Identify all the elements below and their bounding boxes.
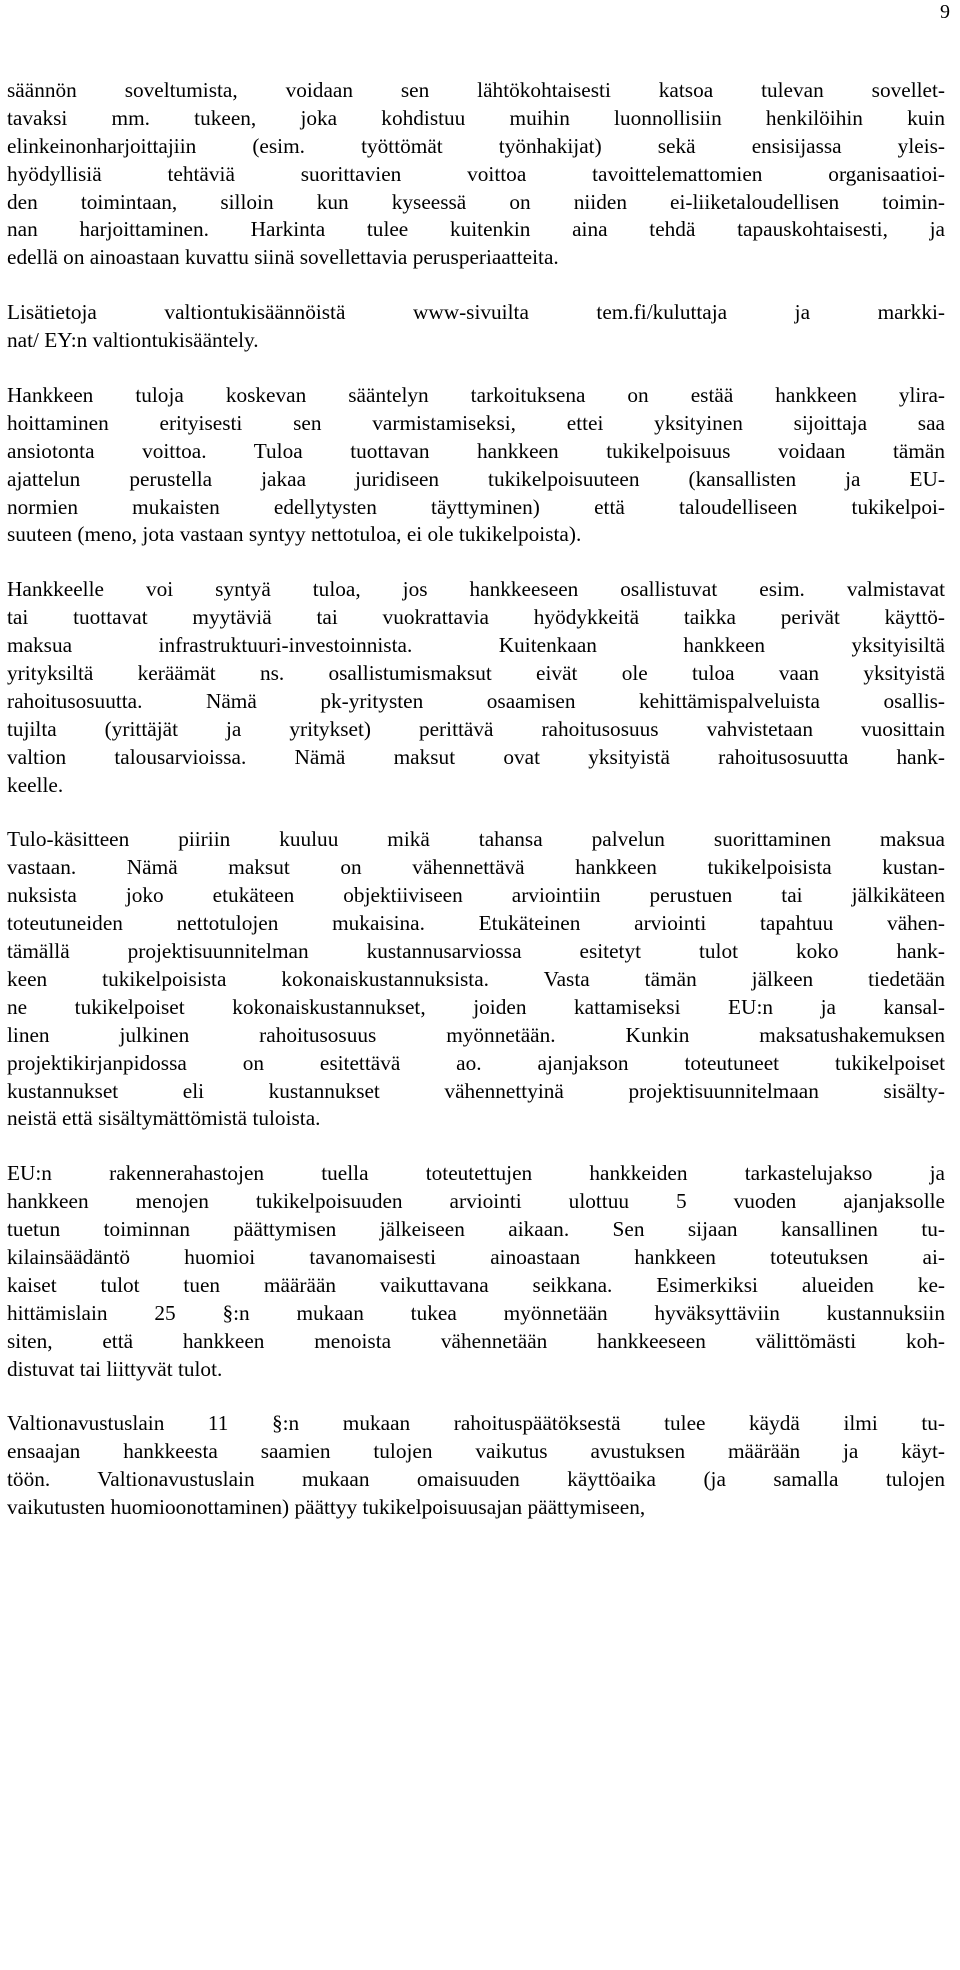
text-line: hoittaminen erityisesti sen varmistamiseksi, ettei yksityinen sijoittaja saa	[7, 410, 945, 435]
text-line: rahoitusosuutta. Nämä pk-yritysten osaamisen kehittämispalveluista osallis-	[7, 688, 945, 713]
text-line: siten, että hankkeen menoista vähennetään hankkeeseen välittömästi koh-	[7, 1328, 945, 1353]
text-line: distuvat tai liittyvät tulot.	[7, 1356, 223, 1381]
text-line: linen julkinen rahoitusosuus myönnetään. Kunkin maksatushakemuksen	[7, 1022, 945, 1047]
text-line: ensaajan hankkeesta saamien tulojen vaikutus avustuksen määrään ja käyt-	[7, 1439, 945, 1464]
text-line: Tulo-käsitteen piiriin kuuluu mikä tahansa palvelun suorittaminen maksua	[7, 827, 945, 852]
paragraph-gap	[7, 272, 945, 299]
paragraph	[7, 77, 945, 272]
text-line: hyödyllisiä tehtäviä suorittavien voittoa tavoittelemattomien organisaatioi-	[7, 161, 945, 186]
text-line: elinkeinonharjoittajiin (esim. työttömät työnhakijat) sekä ensisijassa yleis-	[7, 133, 945, 158]
text-line: tujilta (yrittäjät ja yritykset) perittävä rahoitusosuus vahvistetaan vuosittain	[7, 716, 945, 741]
page-number: 9	[940, 1, 950, 23]
text-line: kustannukset eli kustannukset vähennettyinä projektisuunnitelmaan sisälty-	[7, 1078, 945, 1103]
text-line: edellä on ainoastaan kuvattu siinä sovellettavia perusperiaatteita.	[7, 245, 559, 270]
document-body	[7, 77, 945, 1522]
text-line: normien mukaisten edellytysten täyttyminen) että taloudelliseen tukikelpoi-	[7, 494, 945, 519]
text-line: töön. Valtionavustuslain mukaan omaisuuden käyttöaika (ja samalla tulojen	[7, 1467, 945, 1492]
text-line: vastaan. Nämä maksut on vähennettävä hankkeen tukikelpoisista kustan-	[7, 855, 945, 880]
paragraph-gap	[7, 1133, 945, 1160]
text-line: hankkeen menojen tukikelpoisuuden arviointi ulottuu 5 vuoden ajanjaksolle	[7, 1189, 945, 1214]
paragraph	[7, 826, 945, 1133]
text-line: projektikirjanpidossa on esitettävä ao. ajanjakson toteutuneet tukikelpoiset	[7, 1050, 945, 1075]
text-line: valtion talousarvioissa. Nämä maksut ovat yksityistä rahoitusosuutta hank-	[7, 744, 945, 769]
text-line: EU:n rakennerahastojen tuella toteutettujen hankkeiden tarkastelujakso ja	[7, 1161, 945, 1186]
paragraph-gap	[7, 799, 945, 826]
text-line: säännön soveltumista, voidaan sen lähtökohtaisesti katsoa tulevan sovellet-	[7, 78, 945, 102]
text-line: tuetun toiminnan päättymisen jälkeiseen aikaan. Sen sijaan kansallinen tu-	[7, 1217, 945, 1242]
text-line: toteutuneiden nettotulojen mukaisina. Etukäteinen arviointi tapahtuu vähen-	[7, 911, 945, 936]
text-line: keen tukikelpoisista kokonaiskustannuksista. Vasta tämän jälkeen tiedetään	[7, 966, 945, 991]
paragraph	[7, 299, 945, 355]
paragraph	[7, 382, 945, 549]
text-line: Hankkeelle voi syntyä tuloa, jos hankkeeseen osallistuvat esim. valmistavat	[7, 577, 945, 602]
text-line: Valtionavustuslain 11 §:n mukaan rahoituspäätöksestä tulee käydä ilmi tu-	[7, 1411, 945, 1436]
text-line: ajattelun perustella jakaa juridiseen tukikelpoisuuteen (kansallisten ja EU-	[7, 466, 945, 491]
text-line: ne tukikelpoiset kokonaiskustannukset, joiden kattamiseksi EU:n ja kansal-	[7, 994, 945, 1019]
paragraph	[7, 576, 945, 799]
text-line: kaiset tulot tuen määrään vaikuttavana seikkana. Esimerkiksi alueiden ke-	[7, 1272, 945, 1297]
text-line: ansiotonta voittoa. Tuloa tuottavan hankkeen tukikelpoisuus voidaan tämän	[7, 438, 945, 463]
text-line: nat/ EY:n valtiontukisääntely.	[7, 328, 259, 353]
paragraph	[7, 1410, 945, 1522]
text-line: vaikutusten huomioonottaminen) päättyy tukikelpoisuusajan päättymiseen,	[7, 1495, 646, 1520]
text-line: maksua infrastruktuuri-investoinnista. Kuitenkaan hankkeen yksityisiltä	[7, 633, 945, 658]
text-line: nuksista joko etukäteen objektiiviseen arviointiin perustuen tai jälkikäteen	[7, 883, 945, 908]
text-line: tämällä projektisuunnitelman kustannusarviossa esitetyt tulot koko hank-	[7, 939, 945, 964]
text-line: tavaksi mm. tukeen, joka kohdistuu muihin luonnollisiin henkilöihin kuin	[7, 105, 945, 130]
text-line: tai tuottavat myytäviä tai vuokrattavia hyödykkeitä taikka perivät käyttö-	[7, 605, 945, 630]
text-line: den toimintaan, silloin kun kyseessä on niiden ei-liiketaloudellisen toimin-	[7, 189, 945, 214]
paragraph	[7, 1160, 945, 1383]
paragraph-gap	[7, 549, 945, 576]
text-line: Hankkeen tuloja koskevan sääntelyn tarkoituksena on estää hankkeen ylira-	[7, 383, 945, 408]
text-line: nan harjoittaminen. Harkinta tulee kuitenkin aina tehdä tapauskohtaisesti, ja	[7, 217, 945, 242]
text-line: yrityksiltä keräämät ns. osallistumismaksut eivät ole tuloa vaan yksityistä	[7, 661, 945, 686]
paragraph-gap	[7, 1383, 945, 1410]
paragraph-gap	[7, 355, 945, 382]
text-line: keelle.	[7, 772, 64, 797]
text-line: kilainsäädäntö huomioi tavanomaisesti ainoastaan hankkeen toteutuksen ai-	[7, 1244, 945, 1269]
text-line: suuteen (meno, jota vastaan syntyy nettotuloa, ei ole tukikelpoista).	[7, 522, 582, 547]
text-line: hittämislain 25 §:n mukaan tukea myönnetään hyväksyttäviin kustannuksiin	[7, 1300, 945, 1325]
text-line: neistä että sisältymättömistä tuloista.	[7, 1106, 321, 1131]
text-line: Lisätietoja valtiontukisäännöistä www-sivuilta tem.fi/kuluttaja ja markki-	[7, 300, 945, 325]
